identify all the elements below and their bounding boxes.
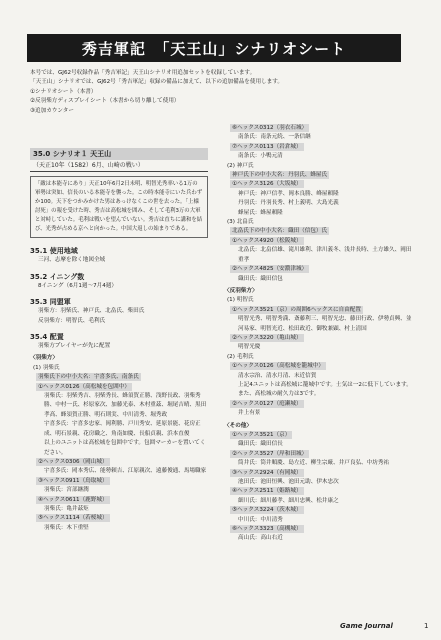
hex-label: ⑦ヘックス0113（岩倉城） [232,143,302,150]
clan-heading: (1) 明智氏 [227,297,254,304]
unit-text: 南条氏：小鴨元清 [238,153,283,160]
hex-label: ①ヘックス0126（高松城を籠城中） [232,363,324,370]
leader-label: 北畠氏下の中小大名：織田（信包）氏 [232,228,328,235]
intro-item: ③追加カウンター [30,107,74,114]
hex-label: ④ヘックス2511（姫路城） [232,488,302,495]
unit-text: 羽柴氏：亀井茲矩 [44,505,89,512]
unit-text: 細川氏：細川藤孝、細川忠興、松井康之 [238,497,339,504]
unit-entry [224,334,412,343]
unit-entry [224,362,412,371]
unit-text: 丹羽氏：丹羽長秀、村上義明、大島光義 [238,200,339,207]
unit-entry [224,469,412,478]
rule-heading: 35.2 イニング数 [30,272,85,281]
section-header: 35.0 シナリオ１ 天王山 [30,148,208,160]
unit-text: 以上のユニットは高松城を包囲中です。包囲マーカーを置いてください。 [44,440,206,456]
unit-text: 筒井氏：筒井順慶、島左近、柳生宗厳、井戸良弘、中坊秀祐 [238,460,390,467]
unit-entry [30,477,208,486]
intro-block [30,69,400,116]
unit-entry [224,237,412,246]
scenario-quote: 「敵は本能寺にあり」天正10年6月2日未明、明智光秀率いる1万の軍勢は突如、信長のいる本能寺を襲った。この時本能寺にいた兵わずか100。天下をつかみかけた男はあっけなくこの世を去った。「上様討死」の報を受けた時、秀吉は高松城を囲み、そして毛利3万の大軍と対峙していた。毛利は戦いを望んでいない。秀吉は直ちに講和を結び、光秀が占める京へと向かった。中国大返しの始まりである。 [30,176,208,238]
rule-heading: 35.3 同盟軍 [30,298,71,307]
unit-text: 織田氏：織田信包 [238,275,283,282]
unit-entry [30,514,208,523]
magazine-logo: Game Journal [340,622,393,630]
unit-text: 羽柴氏：木下重堅 [44,524,89,531]
clan-heading: (2) 毛利氏 [227,353,254,360]
unit-entry [224,400,412,409]
unit-entry [224,506,412,515]
rule-text: 8イニング（6月1週〜7月4週） [38,282,117,289]
unit-entry [224,306,412,315]
hex-label: ①ヘックス4920（松阪城） [232,237,302,244]
rule-text: 羽柴方：羽柴氏、神戸氏、北畠氏、柴田氏 [38,308,145,315]
side-heading: 〈反羽柴方〉 [224,287,258,294]
hex-label: ⑥ヘックス3323（高槻城） [232,526,302,533]
hex-label: ①ヘックス3521（京） [232,432,291,438]
section-subtitle: （天正10年（1582）6月、山崎の戦い） [30,160,208,172]
unit-text: 宇喜多氏：岡本秀広、能勢頼吉、江原親次、遠藤俊通、馬場職家 [44,468,207,475]
right-column [224,124,412,544]
rule-heading: 35.4 配置 [30,333,64,342]
unit-text: 池田氏：池田恒興、池田元助、伊木忠次 [238,479,339,486]
unit-entry [224,525,412,534]
unit-text: 羽柴氏：羽柴秀吉、羽柴秀長、蜂須賀正勝、浅野長政、羽柴秀勝、中村一氏、杉原家次、加藤光泰、木村重茲、堀尾吉晴、黒田孝高、蜂須賀正勝、明石則実、中川清秀、堀秀政 [44,393,207,418]
hex-label: ②ヘックス3220（亀山城） [232,334,302,341]
unit-text: 蜂屋氏：蜂屋頼隆 [238,209,283,216]
rule-text: 三河、志摩を除く地図全域 [38,257,106,264]
hex-label: ②ヘックス0127（庭瀬城） [232,400,302,407]
intro-line: 「天王山」シナリオでは、GJ62号「秀吉軍記」収録の備品に加えて、以下の追加備品を使用します。 [30,79,284,86]
unit-entry [30,458,208,467]
hex-label: ②ヘックス0306（岡山城） [38,458,108,465]
unit-text: 羽柴氏：宮部継潤 [44,487,89,494]
unit-text: 井上有景 [238,410,261,417]
hex-label: ②ヘックス4825（安濃津城） [232,266,308,273]
hex-label: ①ヘックス3126（大坂城） [232,181,302,188]
hex-label: ③ヘックス0911（鳥取城） [38,477,108,484]
hex-label: ②ヘックス3527（岸和田城） [232,450,308,457]
intro-line: 本号では、GJ62号収録作品「秀吉軍記」天王山シナリオ用追加セットを収録しています。 [30,70,256,76]
unit-text: 南条氏：南条元続、一条信継 [238,134,311,141]
clan-leader [224,227,412,236]
hex-label: ①ヘックス3521（京）の周囲6ヘックスに自由配置 [232,306,361,313]
clan-leader [30,373,208,382]
unit-entry [30,496,208,505]
unit-entry [224,450,412,459]
unit-entry [30,383,208,392]
leader-label: 羽柴氏下の中小大名：宇喜多氏、南条氏 [38,374,139,381]
clan-heading: (1) 羽柴氏 [33,364,60,371]
intro-item: ②反羽柴方ディスプレイシート（本書から切り離して使用） [30,98,180,105]
hex-label: ⑤ヘックス1114（若桜城） [38,515,108,522]
hex-label: ⑥ヘックス0312（羽衣石城） [232,125,308,131]
rule-text: 羽柴方プレイヤーが先に配置 [38,343,111,350]
unit-text: 明智光慶 [238,344,261,351]
unit-text: 北畠氏：北畠信雄、滝川雄利、津川義冬、浅井長時、土方雄久、岡田重孝 [238,247,412,263]
clan-heading: (2) 神戸氏 [227,162,254,169]
rule-heading: 35.1 使用地域 [30,247,78,256]
unit-entry [224,431,412,440]
unit-entry [224,487,412,496]
unit-entry [224,265,412,274]
page-number: 1 [424,622,429,630]
hex-label: ⑤ヘックス3224（茨木城） [232,507,302,514]
unit-entry [224,180,412,189]
hex-label: ③ヘックス2924（有岡城） [232,469,302,476]
left-column [30,148,208,533]
unit-text: 織田氏：織田信長 [238,441,283,448]
unit-text: 宇喜多氏：宇喜多忠家、岡利勝、戸川秀安、延原景能、花房正成、明石景親、花房職之、角南如慶、長船貞親、浜本直俊 [44,421,201,437]
hex-label: ①ヘックス0126（高松城を包囲中） [38,383,130,390]
intro-item: ①シナリオシート（本書） [30,88,97,95]
rule-text: 反羽柴方：明智氏、毛利氏 [38,317,106,324]
unit-text: 清水宗治、清水月清、末近信賀 [238,372,317,379]
clan-leader [224,171,412,180]
page-title: 秀吉軍記 「天王山」シナリオシート [27,34,401,62]
leader-label: 神戸氏下の中小大名：丹羽氏、蜂屋氏 [232,172,328,179]
clan-heading: (3) 北畠氏 [227,219,254,226]
unit-text: 神戸氏：神戸信孝、岡本良勝、峰屋頼隆 [238,190,339,197]
unit-text: 上記4ユニットは高松城に籠城中です。士気は一2に低下しています。また、高松城の耐久力は3です。 [238,381,412,398]
hex-label: ④ヘックス0611（鹿野城） [38,496,108,503]
side-heading: 〈羽柴方〉 [30,355,58,362]
unit-text: 明智光秀、明智秀満、斎藤利三、明智光忠、藤田行政、伊勢貞興、並河易家、明智光近、松田政近、御牧兼顕、村上清国 [238,316,412,332]
side-heading: 〈その他〉 [224,422,252,429]
unit-entry [224,143,412,152]
unit-text: 高山氏：高山右近 [238,535,283,542]
unit-entry [224,124,412,133]
unit-text: 中川氏：中川清秀 [238,516,283,523]
